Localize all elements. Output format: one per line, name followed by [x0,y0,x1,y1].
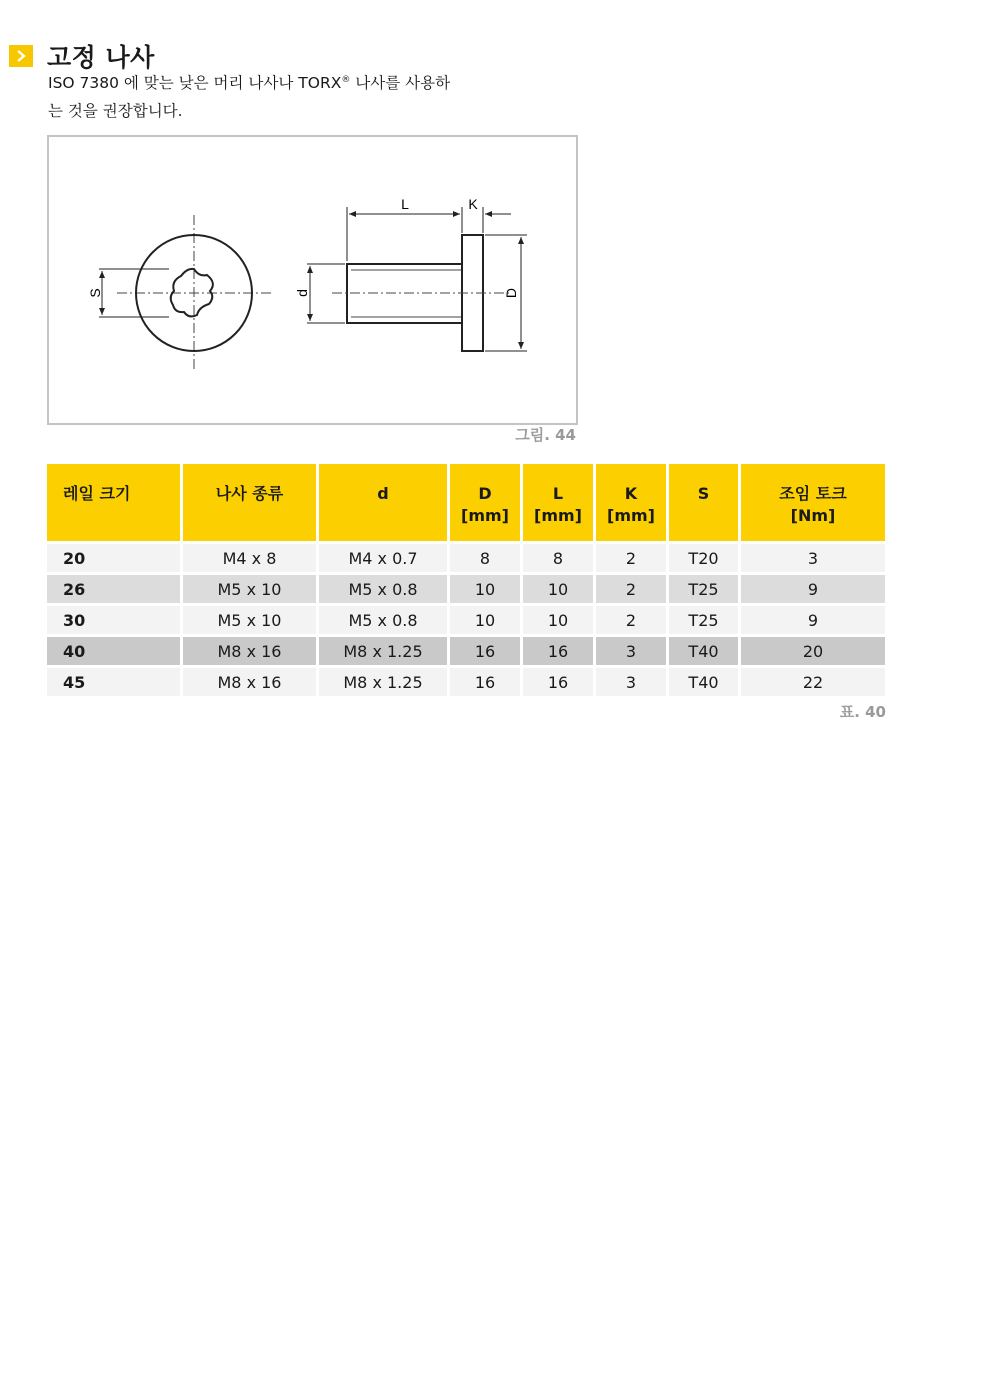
cell-D: 8 [450,544,520,572]
table-row [47,637,885,665]
cell-rail-size: 30 [47,606,180,634]
table-row [47,544,885,572]
cell-screw-type: M5 x 10 [183,575,316,603]
cell-D: 10 [450,606,520,634]
cell-K: 3 [596,668,666,696]
chevron-right-icon [9,45,33,67]
header-D: D [mm] [450,464,520,541]
cell-L: 16 [523,668,593,696]
screw-drawing [49,137,576,423]
screw-side-view [294,196,527,351]
table-row [47,606,885,634]
cell-L: 10 [523,606,593,634]
label-s: S [87,288,103,298]
cell-L: 8 [523,544,593,572]
screw-spec-table [44,461,888,699]
cell-screw-type: M8 x 16 [183,637,316,665]
cell-d: M5 x 0.8 [319,575,447,603]
cell-S: T40 [669,637,738,665]
cell-S: T25 [669,575,738,603]
header-rail-size: 레일 크기 [47,464,180,541]
cell-torque: 22 [741,668,885,696]
table-row [47,668,885,696]
description-line-1: ISO 7380 에 맞는 낮은 머리 나사나 TORX® 나사를 사용하 [48,74,451,93]
cell-torque: 9 [741,575,885,603]
cell-rail-size: 40 [47,637,180,665]
cell-K: 2 [596,544,666,572]
cell-K: 2 [596,606,666,634]
cell-torque: 20 [741,637,885,665]
header-d: d [319,464,447,541]
section-title: 고정 나사 [47,43,155,72]
header-L: L [mm] [523,464,593,541]
cell-L: 16 [523,637,593,665]
figure-caption: 그림. 44 [515,426,576,444]
cell-rail-size: 45 [47,668,180,696]
cell-torque: 9 [741,606,885,634]
cell-rail-size: 20 [47,544,180,572]
cell-K: 3 [596,637,666,665]
cell-K: 2 [596,575,666,603]
table-row [47,575,885,603]
header-S: S [669,464,738,541]
cell-screw-type: M8 x 16 [183,668,316,696]
cell-torque: 3 [741,544,885,572]
header-torque: 조임 토크 [Nm] [741,464,885,541]
header-screw-type: 나사 종류 [183,464,316,541]
label-d-big: D [503,287,519,299]
cell-D: 16 [450,637,520,665]
header-K: K [mm] [596,464,666,541]
label-l: L [401,196,409,212]
cell-S: T20 [669,544,738,572]
label-k: K [468,196,478,212]
screw-drawing-figure [47,135,578,425]
cell-d: M5 x 0.8 [319,606,447,634]
cell-rail-size: 26 [47,575,180,603]
cell-screw-type: M4 x 8 [183,544,316,572]
cell-d: M8 x 1.25 [319,668,447,696]
cell-d: M4 x 0.7 [319,544,447,572]
cell-S: T40 [669,668,738,696]
label-d-small: d [294,289,310,297]
table-caption: 표. 40 [839,703,886,721]
description-line-2: 는 것을 권장합니다. [48,102,183,121]
table-header-row [47,464,885,541]
cell-D: 16 [450,668,520,696]
description [48,66,498,125]
cell-d: M8 x 1.25 [319,637,447,665]
cell-D: 10 [450,575,520,603]
cell-screw-type: M5 x 10 [183,606,316,634]
cell-S: T25 [669,606,738,634]
screw-front-view [87,215,271,369]
cell-L: 10 [523,575,593,603]
